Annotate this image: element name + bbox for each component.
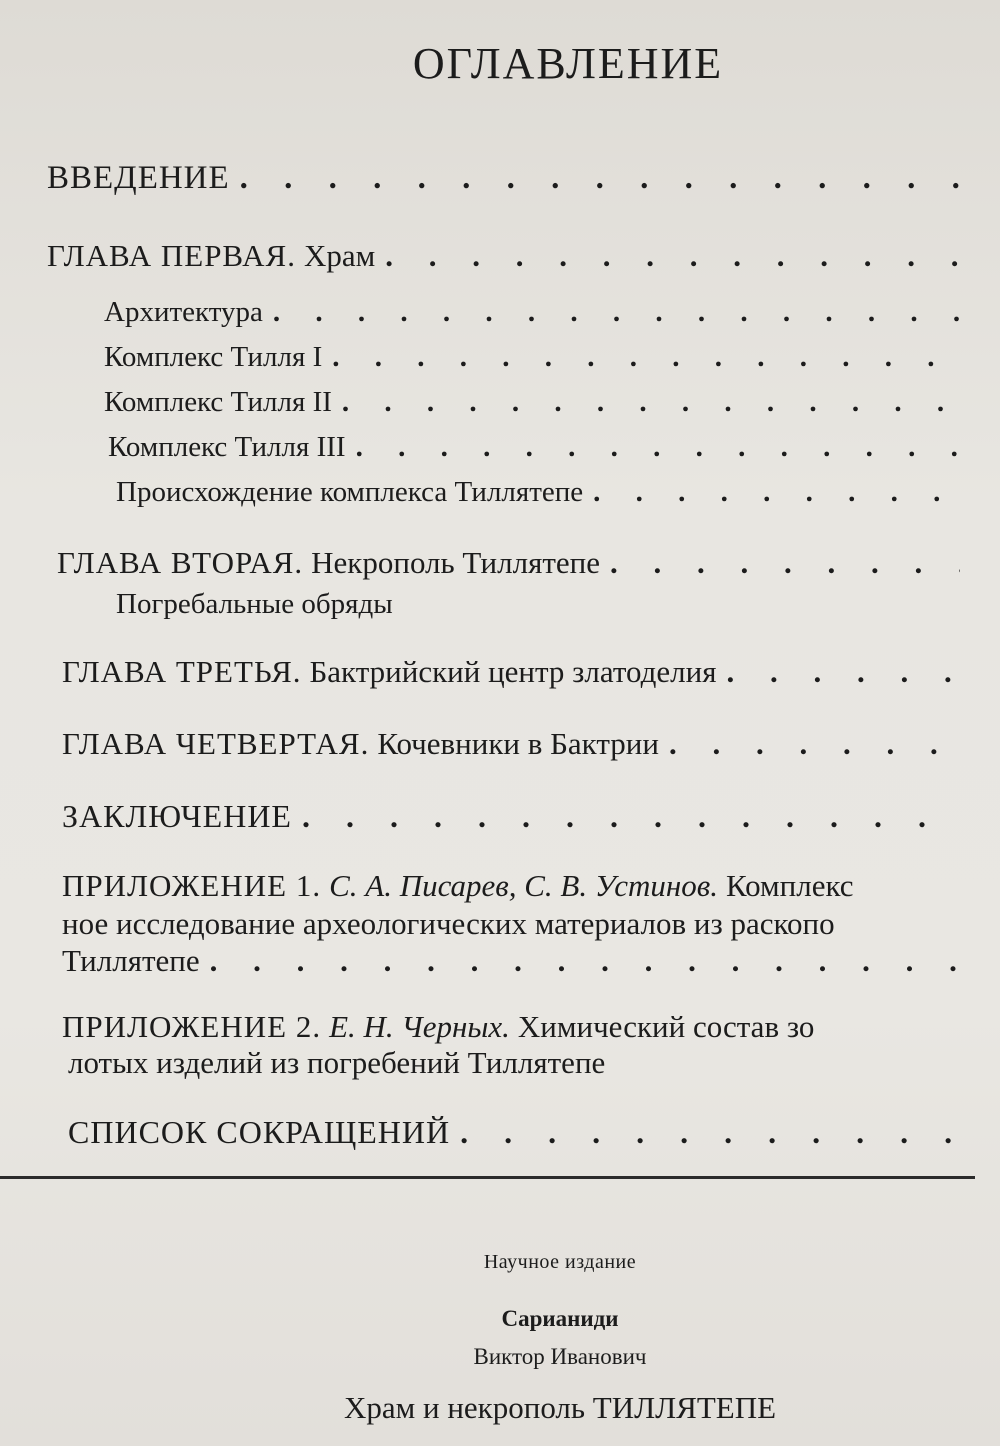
chapter-label: ГЛАВА ЧЕТВЕРТАЯ. (62, 726, 370, 761)
toc-entry-chapter-3 (62, 654, 960, 690)
appendix-label: ПРИЛОЖЕНИЕ 2. (62, 1009, 322, 1044)
leader-dots (716, 654, 960, 690)
toc-subentry (108, 431, 960, 464)
chapter-label: ГЛАВА ВТОРАЯ. (57, 545, 304, 580)
chapter-title: Некрополь Тиллятепе (311, 545, 600, 580)
appendix-title-part: Химический состав зо (517, 1009, 815, 1044)
leader-dots (322, 341, 960, 374)
appendix-title-part: Тиллятепе (62, 943, 200, 978)
toc-subentry (116, 476, 960, 509)
page-title: ОГЛАВЛЕНИЕ (412, 39, 724, 88)
toc-entry-chapter-4 (62, 726, 960, 762)
chapter-label: ГЛАВА ТРЕТЬЯ. (62, 654, 302, 689)
subentry-label: Комплекс Тилля III (108, 431, 346, 463)
toc-entry-chapter-2 (57, 545, 960, 581)
leader-dots (450, 1114, 960, 1151)
toc-entry-chapter-1 (47, 238, 960, 274)
toc-subentry (104, 386, 960, 419)
toc-entry-label: СПИСОК СОКРАЩЕНИЙ (68, 1114, 451, 1150)
leader-dots (346, 431, 960, 464)
toc-entry-label: ЗАКЛЮЧЕНИЕ (62, 798, 292, 834)
toc-entry-appendix-1 (62, 868, 982, 904)
chapter-title: Храм (303, 238, 376, 273)
leader-dots (375, 238, 960, 274)
toc-entry-abbreviations (68, 1114, 960, 1151)
leader-dots (230, 160, 960, 197)
appendix-title-part: Комплекс (726, 868, 854, 903)
toc-entry-conclusion (62, 798, 960, 835)
toc-entry-intro (47, 160, 960, 197)
toc-entry-label: ВВЕДЕНИЕ (47, 160, 230, 196)
imprint-type: Научное издание (483, 1251, 637, 1273)
appendix-title-part: лотых изделий из погребений Тиллятепе (68, 1045, 606, 1080)
leader-dots (659, 726, 960, 762)
toc-subentry (116, 588, 960, 621)
imprint-author-name: Виктор Иванович (473, 1344, 647, 1369)
chapter-title: Кочевники в Бактрии (377, 726, 659, 761)
leader-dots (600, 545, 960, 581)
leader-dots (292, 798, 960, 835)
appendix-authors: Е. Н. Черных. (329, 1009, 510, 1044)
subentry-label: Погребальные обряды (116, 588, 393, 620)
appendix-label: ПРИЛОЖЕНИЕ 1. (62, 868, 322, 903)
chapter-title: Бактрийский центр златоделия (309, 654, 717, 689)
chapter-label: ГЛАВА ПЕРВАЯ. (47, 238, 296, 273)
toc-entry-appendix-1-end (62, 943, 960, 979)
imprint-author-surname: Сарианиди (501, 1306, 619, 1331)
appendix-title-part: ное исследование археологических материалов из раскопо (62, 906, 835, 941)
subentry-label: Происхождение комплекса Тиллятепе (116, 476, 584, 508)
appendix-authors: С. А. Писарев, С. В. Устинов. (329, 868, 719, 903)
toc-entry-appendix-1-cont (62, 906, 982, 942)
toc-entry-appendix-2 (62, 1009, 982, 1045)
imprint-book-title: Храм и некрополь ТИЛЛЯТЕПЕ (343, 1390, 777, 1425)
leader-dots (263, 296, 960, 329)
subentry-label: Архитектура (104, 296, 263, 328)
subentry-label: Комплекс Тилля II (104, 386, 332, 418)
toc-entry-appendix-2-end (68, 1045, 960, 1081)
subentry-label: Комплекс Тилля I (104, 341, 323, 373)
toc-subentry (104, 296, 960, 329)
leader-dots (332, 386, 960, 419)
toc-subentry (104, 341, 960, 374)
leader-dots (200, 943, 960, 979)
divider-rule (0, 1176, 975, 1179)
leader-dots (583, 476, 960, 509)
